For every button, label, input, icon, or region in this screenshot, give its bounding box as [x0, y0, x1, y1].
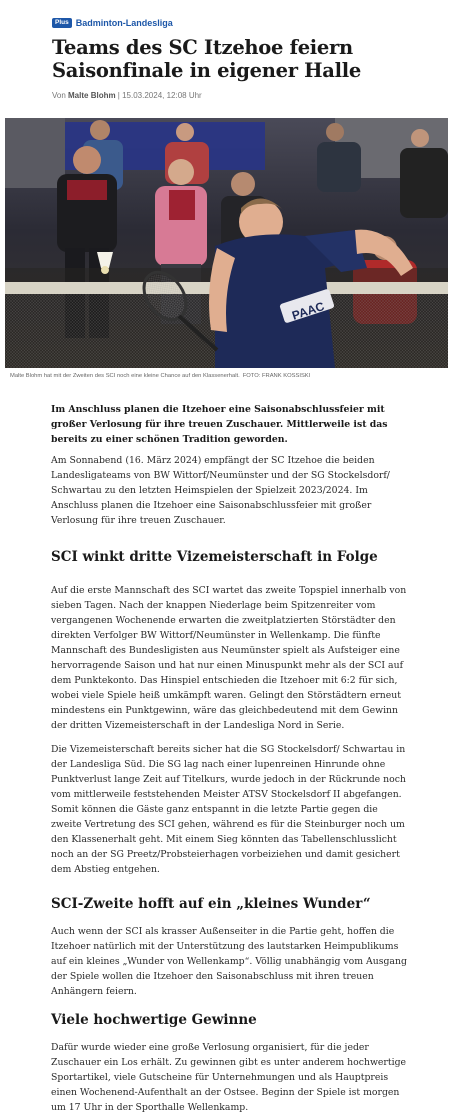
article-photo: [5, 118, 448, 368]
body-paragraph: Dafür wurde wieder eine große Verlosung organisiert, für die jeder Zuschauer ein Los erhält. Zu gewinnen gibt es unter anderem hochwertige Sportartikel, viele Gutscheine für Unternehmungen und als Hauptpreis einen Wochenend-Aufenthalt an der Ostsee. Beginn der Spiele ist morgen um 17 Uhr in der Sporthalle Wellenkamp.: [51, 1042, 407, 1113]
byline-prefix: Von: [52, 91, 69, 100]
kicker-row: [52, 16, 412, 30]
photo-credit: FOTO: FRANK KOSSISKI: [242, 373, 311, 379]
section-heading: Viele hochwertige Gewinne: [51, 1012, 257, 1028]
article-body: [51, 402, 411, 1115]
photo-caption: [10, 373, 442, 379]
kicker[interactable]: Badminton-Landesliga: [75, 18, 173, 28]
body-paragraph: Auf die erste Mannschaft des SCI wartet das zweite Topspiel innerhalb von sieben Tagen. Nach der knappen Niederlage beim Spitzenreiter vom vergangenen Wochenende erwarten die zweitplatzierten Störstädter den direkten Verfolger BW Wittorf/Neumünster in Wellenkamp. Die fünfte Mannschaft des Bundesligisten aus Neumünster spielt als Aufsteiger eine hervorragende Saison und hat nur einen Minuspunkt mehr als der SCI auf dem Punktekonto. Das Hinspiel entschieden die Itzehoer mit 6:2 für sich, wobei viele Spiele heiß umkämpft waren. Gelingt den Störstädtern erneut mindestens ein Punktgewinn, wäre das gleichbedeutend mit dem Gewinn der dritten Vizemeisterschaft in der Landesliga Nord in Serie.: [51, 585, 407, 731]
lead-paragraph: Im Anschluss planen die Itzehoer eine Saisonabschlussfeier mit großer Verlosung für ihre treuen Zuschauer. Mittlerweile ist das bereits zu einer schönen Tradition geworden.: [51, 404, 388, 445]
plus-badge: Plus: [52, 18, 72, 28]
shirt-logo: PAAC: [290, 299, 327, 323]
photo-illustration: [5, 118, 448, 368]
article-header: [52, 16, 412, 100]
author-link[interactable]: Malte Blohm: [68, 91, 116, 100]
caption-text: Malte Blohm hat mit der Zweiten des SCI noch eine kleine Chance auf den Klassenerhalt.: [10, 373, 240, 379]
publish-date: | 15.03.2024, 12:08 Uhr: [115, 91, 202, 100]
intro-paragraph: Am Sonnabend (16. März 2024) empfängt der SC Itzehoe die beiden Landesligateams von BW Wittorf/Neumünster und der SG Stockelsdorf/ Schwartau zu den letzten Heimspielen der Spielzeit 2023/2024. Im Anschluss planen die Itzehoer eine Saisonabschlussfeier mit großer Verlosung für ihre treuen Zuschauer.: [51, 455, 390, 526]
section-heading: SCI-Zweite hofft auf ein „kleines Wunder“: [51, 896, 371, 912]
body-paragraph: Auch wenn der SCI als krasser Außenseiter in die Partie geht, hoffen die Itzehoer natürlich mit der Unterstützung des lautstarken Heimpublikums auf ein kleines „Wunder von Wellenkamp“. Völlig unabhängig vom Ausgang der Spiele wollen die Itzehoer den Saisonabschluss mit ihren treuen Anhängern feiern.: [51, 926, 407, 997]
body-paragraph: Die Vizemeisterschaft bereits sicher hat die SG Stockelsdorf/ Schwartau in der Landesliga Süd. Die SG lag nach einer lupenreinen Hinrunde ohne Punktverlust lange Zeit auf Titelkurs, wurde jedoch in der Rückrunde noch vom mittlerweile feststehenden Meister ATSV Stockelsdorf II abgefangen. Somit können die Gäste ganz entspannt in die letzte Partie gegen die zweite Vertretung des SCI gehen, während es für die Steinburger noch um den Klassenerhalt geht. Mit einem Sieg könnten das Tabellenschlusslicht noch an der SG Preetz/Probsteierhagen vorbeiziehen und damit gesichert dem Abstieg entgehen.: [51, 744, 406, 875]
section-heading: SCI winkt dritte Vizemeisterschaft in Folge: [51, 549, 378, 565]
headline: Teams des SC Itzehoe feiern Saisonfinale in eigener Halle: [52, 36, 361, 82]
byline: [52, 91, 412, 100]
